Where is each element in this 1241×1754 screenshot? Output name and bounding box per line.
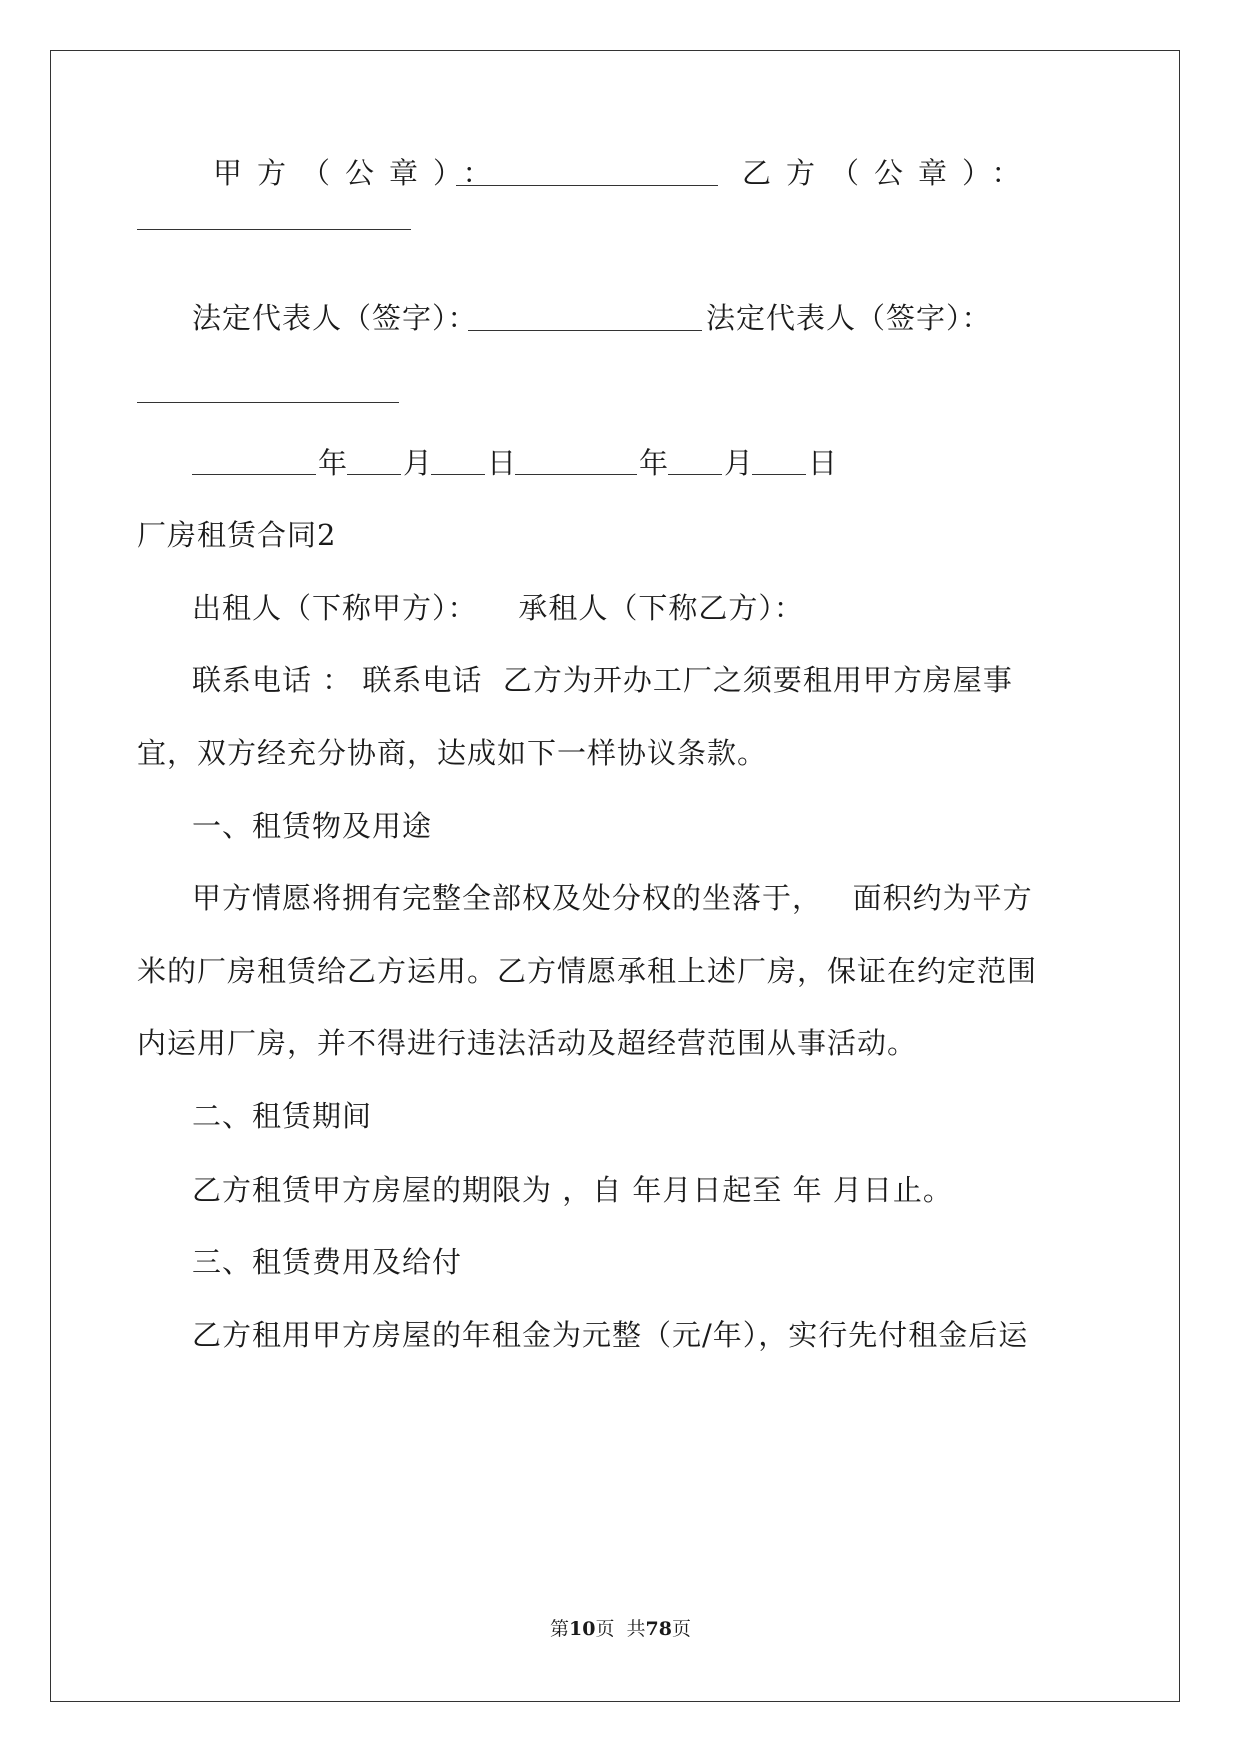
total-pages-number: 78 [645, 1618, 672, 1640]
date-b-day: 日 [808, 446, 839, 480]
page-border [50, 50, 1180, 1702]
contact-paragraph-line-1: 联系电话 ： 联系电话 乙方为开办工厂之须要租用甲方房屋事 [192, 663, 1013, 697]
parties-line: 出租人（下称甲方）： 承租人（下称乙方）： [192, 591, 804, 625]
date-a-year-blank[interactable] [192, 452, 316, 475]
party-a-seal-blank[interactable] [456, 163, 718, 186]
section-3-title: 三、租赁费用及给付 [192, 1245, 463, 1279]
rep-b-blank[interactable] [137, 380, 399, 403]
rep-b-label: 法定代表人（签字）： [706, 301, 992, 335]
date-b-month-blank[interactable] [668, 452, 722, 475]
rep-a-blank[interactable] [468, 308, 702, 331]
date-a-day-blank[interactable] [431, 452, 485, 475]
document-title: 厂房租赁合同2 [137, 518, 337, 552]
date-a-month: 月 [403, 446, 434, 480]
section-1-line-3: 内运用厂房，并不得进行违法活动及超经营范围从事活动。 [137, 1026, 918, 1060]
party-b-seal-blank[interactable] [137, 207, 411, 230]
party-b-seal-label: 乙方（公章）： [742, 156, 1036, 190]
date-b-month: 月 [724, 446, 755, 480]
section-2-line-1: 乙方租赁甲方房屋的期限为 ，自 年月日起至 年 月日止。 [192, 1173, 953, 1207]
section-3-line-1: 乙方租用甲方房屋的年租金为元整（元/年），实行先付租金后运 [192, 1318, 1029, 1352]
page-footer [0, 1617, 1241, 1641]
date-b-year: 年 [639, 446, 670, 480]
rep-a-label: 法定代表人（签字）： [192, 301, 478, 335]
section-1-line-1: 甲方情愿将拥有完整全部权及处分权的坐落于， 面积约为平方 [192, 881, 1033, 915]
section-1-line-2: 米的厂房租赁给乙方运用。乙方情愿承租上述厂房，保证在约定范围 [137, 954, 1038, 988]
footer-suffix: 页 [672, 1618, 692, 1640]
footer-mid: 页 共 [595, 1618, 646, 1640]
current-page-number: 10 [569, 1618, 596, 1640]
section-2-title: 二、租赁期间 [192, 1099, 373, 1133]
contact-paragraph-line-2: 宜，双方经充分协商，达成如下一样协议条款。 [137, 736, 768, 770]
date-a-day: 日 [487, 446, 518, 480]
footer-prefix: 第 [549, 1618, 569, 1640]
party-b-seal-line [742, 155, 1036, 191]
date-b-year-blank[interactable] [515, 452, 637, 475]
party-a-seal-label: 甲方（公章）： [213, 156, 507, 190]
date-a-year: 年 [318, 446, 349, 480]
date-a-month-blank[interactable] [347, 452, 401, 475]
date-b-day-blank[interactable] [752, 452, 806, 475]
section-1-title: 一、租赁物及用途 [192, 809, 433, 843]
